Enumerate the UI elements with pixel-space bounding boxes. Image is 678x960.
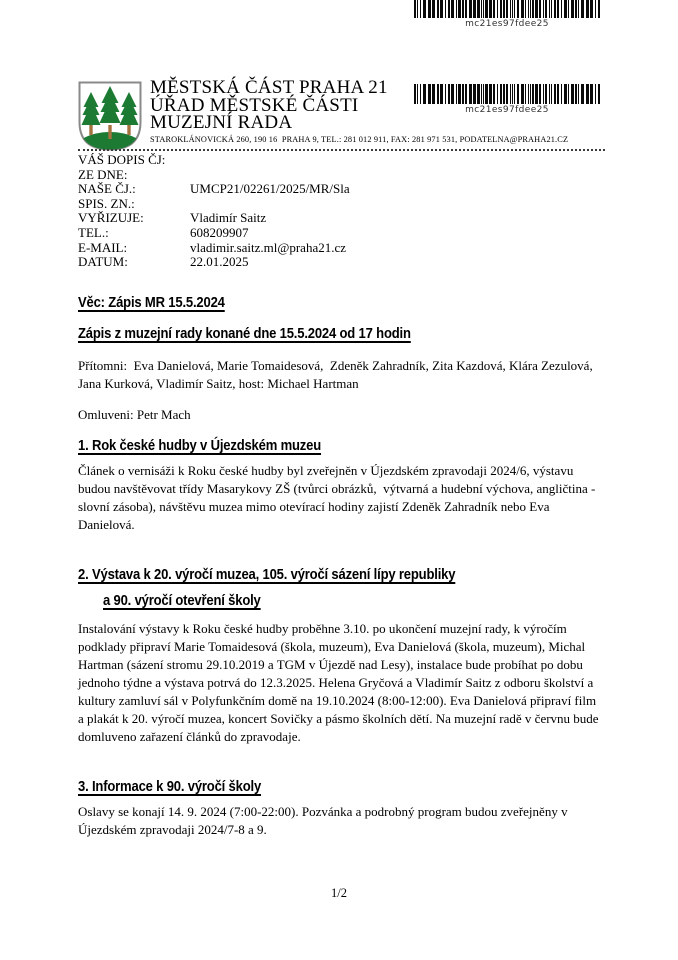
meta-label: VYŘIZUJE: — [78, 210, 144, 226]
dotted-divider — [78, 149, 605, 151]
meta-value: vladimir.saitz.ml@praha21.cz — [190, 239, 347, 255]
barcode-top-label: mc21es97fdee25 — [465, 19, 549, 29]
barcode-header — [414, 84, 600, 115]
meta-row — [78, 197, 350, 212]
agenda-section — [78, 566, 602, 746]
section-body: Instalování výstavy k Roku české hudby proběhne 3.10. po ukončení muzejní rady, k výročím podklady připraví Marie Tomaidesová (škola, muzeum), Eva Danielová (škola, muzeum), Michal Hartman (sázení stromu 29.10.2019 a TGM v Újezdě nad Lesy), instalace bude probíhat po dobu jednoho týdne a výstava potrvá do 12.3.2025. Helena Gryčová a Vladimír Saitz z odboru školství a kultury zamluví sál v Polyfunkčním domě na 19.10.2024 (8:00-12:00). Eva Danielová připraví film a plakát k 20. výročí muzea, koncert Sovičky a pásmo školních dětí. Na muzejní radě v červnu bude domluveno zařazení článků do zpravodaje. — [78, 621, 602, 744]
agenda-section — [78, 778, 602, 839]
meta-label: ZE DNE: — [78, 166, 128, 182]
org-name-line3: MUZEJNÍ RADA — [150, 112, 293, 133]
sections-container — [78, 437, 602, 839]
meta-label: VÁŠ DOPIS ČJ: — [78, 152, 166, 167]
meta-row — [78, 153, 350, 168]
meta-block — [78, 153, 350, 270]
org-address-line: STAROKLÁNOVICKÁ 260, 190 16 PRAHA 9, TEL.: 281 012 911, FAX: 281 971 531, PODATELNA@PRAHA21.CZ — [150, 134, 569, 144]
section-body: Oslavy se konají 14. 9. 2024 (7:00-22:00). Pozvánka a podrobný program budou zveřejněny v Újezdském zpravodaji 2024/7-8 a 9. — [78, 804, 571, 837]
meta-label: SPIS. ZN.: — [78, 195, 135, 211]
subject-text: Věc: Zápis MR 15.5.2024 — [78, 295, 225, 311]
page-number: 1/2 — [331, 886, 347, 900]
barcode-header-label: mc21es97fdee25 — [465, 105, 549, 115]
document-title — [78, 325, 602, 343]
barcode-top — [414, 0, 600, 29]
org-name-line2: ÚŘAD MĚSTSKÉ ČÁSTI — [150, 94, 359, 116]
attendees-paragraph: Přítomni: Eva Danielová, Marie Tomaidesová, Zdeněk Zahradník, Zita Kazdová, Klára Zezulová, Jana Kurková, Vladimír Saitz, host: Michael Hartman — [78, 358, 596, 391]
meta-row — [78, 182, 350, 197]
coat-of-arms-icon — [78, 81, 142, 151]
barcode-header-bars-icon — [414, 84, 600, 104]
meta-value: 22.01.2025 — [190, 254, 249, 270]
meta-row — [78, 168, 350, 183]
letter-body — [78, 294, 602, 871]
section-body: Článek o vernisáži k Roku české hudby byl zveřejněn v Újezdském zpravodaji 2024/6, výstavu budou navštěvovat třídy Masarykovy ZŠ (tvůrci obrázků, výtvarná a hudební výchova, angličtina - slovní zásoba), návštěvu muzea mimo otevírací hodiny zajistí Zdeněk Zahradník nebo Eva Danielová. — [78, 463, 599, 532]
meta-row — [78, 241, 350, 256]
agenda-section — [78, 437, 602, 534]
meta-value: 608209907 — [190, 224, 249, 240]
meta-label: E-MAIL: — [78, 239, 128, 255]
section-heading: 1. Rok české hudby v Újezdském muzeu — [78, 438, 322, 454]
document-title-text: Zápis z muzejní rady konané dne 15.5.2024 od 17 hodin — [78, 326, 411, 342]
meta-value: UMCP21/02261/2025/MR/Sla — [190, 181, 350, 197]
meta-label: DATUM: — [78, 254, 128, 270]
meta-row — [78, 226, 350, 241]
section-heading: 2. Výstava k 20. výročí muzea, 105. výročí sázení lípy republiky — [78, 567, 456, 583]
meta-label: NAŠE ČJ.: — [78, 181, 136, 197]
meta-value: Vladimír Saitz — [190, 210, 267, 226]
org-name-line1: MĚSTSKÁ ČÁST PRAHA 21 — [150, 77, 388, 98]
meta-row — [78, 255, 350, 270]
meta-label: TEL.: — [78, 224, 109, 240]
barcode-top-bars-icon — [414, 0, 600, 18]
meta-row — [78, 211, 350, 226]
subject-line — [78, 294, 602, 312]
excused-paragraph: Omluveni: Petr Mach — [78, 407, 191, 422]
section-heading-line2: a 90. výročí otevření školy — [103, 593, 261, 609]
section-heading: 3. Informace k 90. výročí školy — [78, 779, 262, 795]
